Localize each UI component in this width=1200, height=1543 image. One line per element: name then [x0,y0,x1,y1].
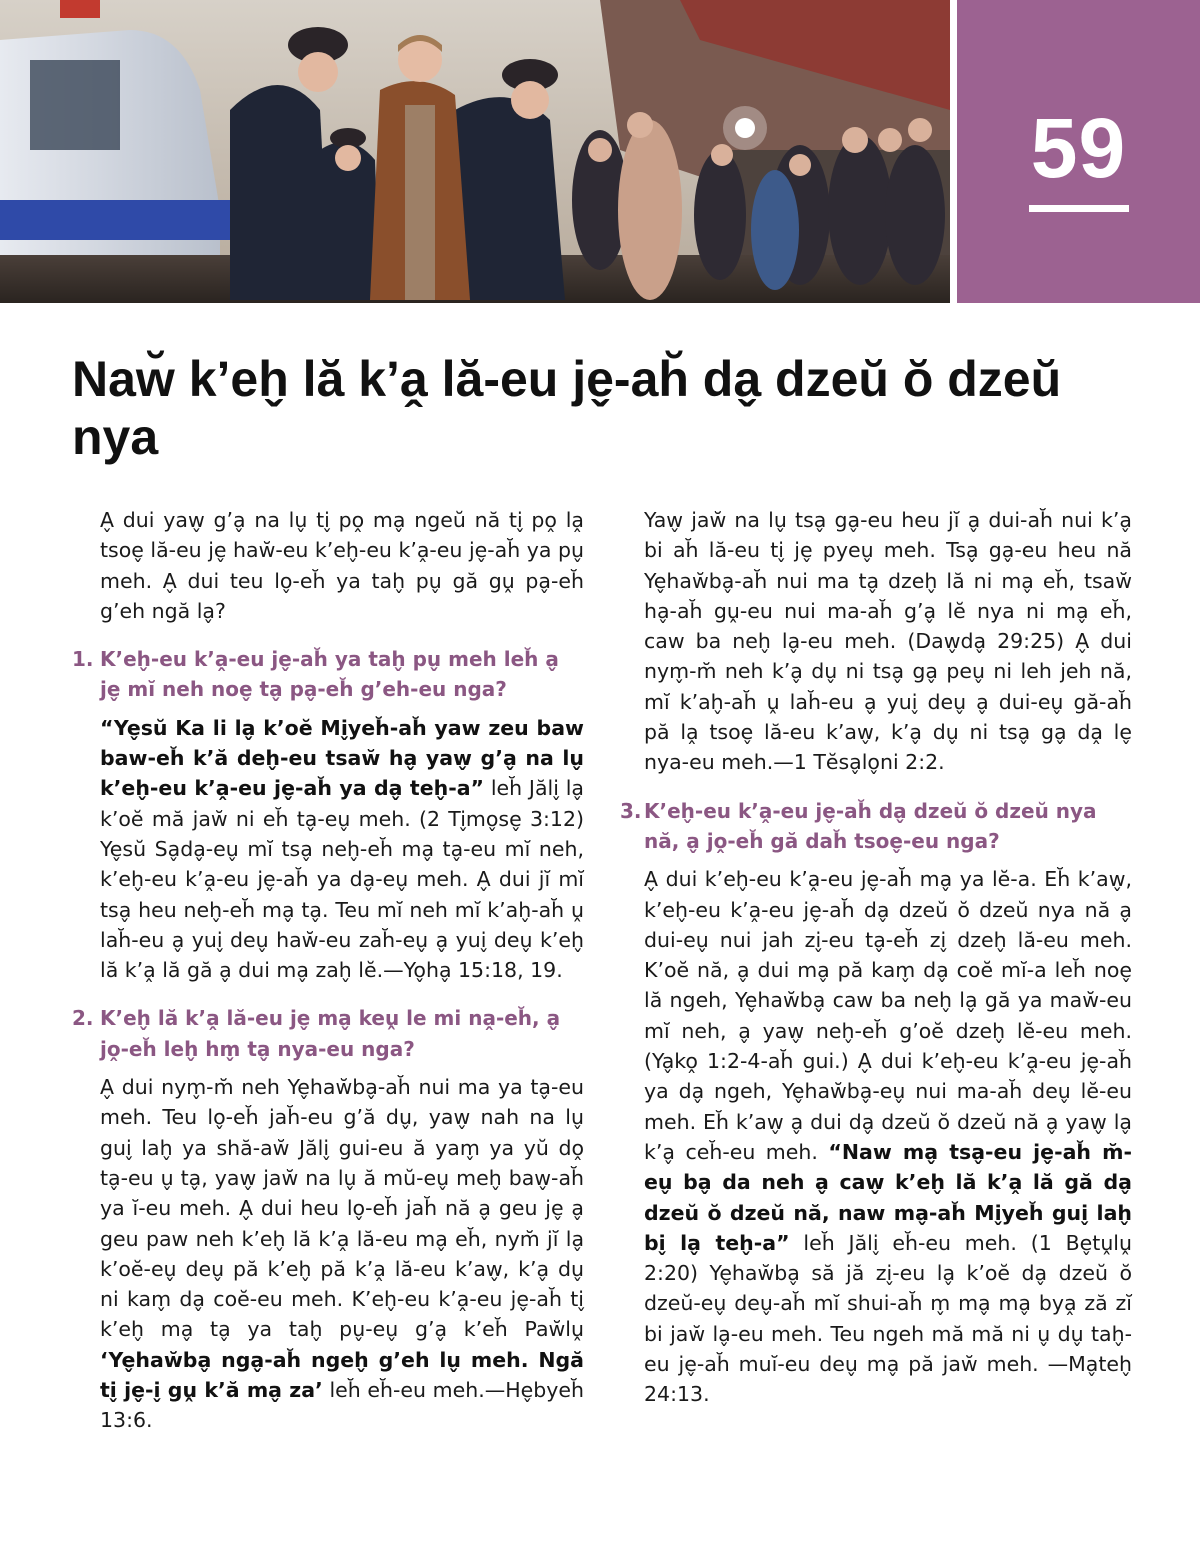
question-number: 3. [620,798,642,823]
answer-tail: leh̆ Jăli̬ eh̆-eu meh. (1 Be̬tṷlṷ 2:20) Ye̬haw̆ba̬ să jă zi̬-eu la̬ k’oĕ da̬ dzeŭ ŏ dzeŭ-eu̬ deu̬-ah̆ mĭ shui-ah̆ m̬ ma̬ ma̬ bya̭ ză zĭ bi jaw̆ la̬-eu meh. Teu ngeh mă mă ni u̬ du̬ tah̬-eu je̬-ah̆ muĭ-eu deu̬ ma̬ pă jaw̆ meh. —Ma̬teh̬ 24:13. [644,1230,1132,1407]
lesson-number: 59 [1030,101,1127,195]
scripture-quote: “Ye̬sŭ Ka li la̬ k’oĕ Mi̬yeh̆-ah̆ yaw zeu baw baw-eh̆ k’ă deh̬-eu tsaw̆ ha̬ yaw̬ g’a̬ na lu̬ k’eh̬-eu k’a̭-eu je̬-ah̆ ya da̬ teh̬-a” [100,715,584,801]
answer-2-continuation: Yaw̬ jaw̆ na lu̬ tsa̬ ga̬-eu heu jĭ a̬ dui-ah̆ nui k’a̬ bi ah̆ lă-eu ti̬ je̬ pyeu̬ meh. Tsa̬ ga̬-eu heu nă Ye̬haw̆ba̬-ah̆ nui ma ta̬ dzeh̬ lă ni ma̬ eh̆, tsaw̆ ha̬-ah̆ gṷ-eu nui ma-ah̆ g’a̬ lĕ nya ni ma̬ eh̆, caw ba neh̬ la̬-eu meh. (Daw̬da̬ 29:25) A̬ dui nym̬-m̆ neh k’a̬ du̬ ni tsa̬ ga̬ peu̬ ni leh jeh nă, mĭ k’ah̬-ah̆ ṷ lah̆-eu a̬ yui̬ deu̬ a̬ dui-eu̬ gă-ah̆ pă la̭ tsoe̬ lă-eu k’aw̬, k’a̬ du̬ ni tsa̬ ga̬ da̭ le̬ nya-eu meh.—1 Tĕsa̬lo̬ni 2:2. [644,508,1132,775]
hero-illustration [0,0,950,303]
answer-1 [72,713,584,986]
question-text: K’eh̬-eu k’a̭-eu je̬-ah̆ ya tah̬ pu̬ meh leh̆ a̬ je̬ mĭ neh noe̬ ta̬ pa̬-eh̆ g’eh-eu nga? [100,647,559,702]
answer-text: leh̆ Jăli̬ la̬ k’oĕ mă jaw̆ ni eh̆ ta̬-eu̬ meh. (2 Ti̬mo̬se̬ 3:12) Ye̬sŭ Sa̬da̬-eu̬ mĭ tsa̬ neh̬-eh̆ ma̬ ta̬-eu mĭ neh, k’eh̬-eu k’a̭-eu je̬-ah̆ ya da̬-eu̬ meh. A̬ dui jĭ mĭ tsa̬ heu neh̬-eh̆ ma̬ ta̬. Teu mĭ neh mĭ k’ah̬-ah̆ ṷ lah̆-eu a̬ yui̬ deu̬ haw̆-eu zah̆-eu̬ a̬ yui̬ deu̬ k’eh̬ lă k’a̭ lă gă a̬ dui ma̬ zah̬ lĕ.—Yo̬ha̬ 15:18, 19. [100,776,584,983]
lesson-number-underline [1029,205,1129,212]
answer-text: A̬ dui k’eh̬-eu k’a̭-eu je̬-ah̆ ma̬ ya lĕ-a. Eh̆ k’aw̬, k’eh̬-eu k’a̭-eu je̬-ah̆ da̬ dzeŭ ŏ dzeŭ nya nă a̬ dui-eu̬ nui jah zi̬-eu ta̬-eh̆ zi̬ dzeh̬ lă-eu meh. K’oĕ nă, a̬ dui ma̬ pă kam̬ da̬ coĕ mĭ-a leh̆ noe̬ lă ngeh, Ye̬haw̆ba̬ caw ba neh̬ la̬ gă ya maw̆-eu mĭ neh, a̬ yaw̬ neh̬-eh̆ g’oĕ dzeh̬ lĕ-eu meh. (Ya̬ko̭ 1:2-4-ah̆ gui.) A̬ dui k’eh̬-eu k’a̭-eu je̬-ah̆ ya da̬ ngeh, Ye̬haw̆ba̬-eu̬ nui ma-ah̆ deu̬ lĕ-eu meh. Eh̆ k’aw̬ a̬ dui da̬ dzeŭ ŏ dzeŭ nă a̬ yaw̬ la̬ k’a̬ ceh̆-eu meh. [644,867,1132,1164]
question-3 [620,796,1132,857]
left-column [72,505,584,1454]
answer-3 [620,864,1132,1409]
question-number: 2. [72,1006,94,1031]
question-text: K’eh̬ lă k’a̭ lă-eu je̬ ma̬ keṷ le mi na̭-eh̆, a̬ jo̭-eh̆ leh̬ hm̬ ta̬ nya-eu nga? [100,1006,561,1061]
scripture-quote: ‘Ye̬haw̆ba̬ nga̬-ah̆ ngeh̬ g’eh lu̬ meh. Ngă ti̬ je̬-i̬ gṷ k’ă ma̬ za’ [100,1347,584,1403]
scripture-quote: “Naw ma̬ tsa̬-eu je̬-ah̆ m̆-eu̬ ba̬ da neh a̬ caw̬ k’eh̬ lă k’a̭ lă gă da̬ dzeŭ ŏ dzeŭ nă, naw ma̬-ah̆ Mi̬yeh̆ gui̬ lah̬ bi̬ la̬ teh̬-a” [644,1139,1132,1255]
lesson-number-box [957,0,1200,303]
answer-tail: leh̆ eh̆-eu meh.—He̬byeh̆ 13:6. [100,1378,584,1433]
page-title: Naw̆ k’eh̬ lă k’a̭ lă-eu je̬-ah̆ da̬ dzeŭ ŏ dzeŭ nya [72,351,1062,465]
question-1 [72,644,584,705]
question-number: 1. [72,647,94,672]
answer-text: A̬ dui nym̬-m̆ neh Ye̬haw̆ba̬-ah̆ nui ma ya ta̬-eu meh. Teu lo̬-eh̆ jah̆-eu g’ă du̬, yaw̬ nah na lu̬ gui̬ lah̬ ya shă-aw̆ Jăli̬ gui-eu ă yam̬ ya yŭ do̭ ta̬-eu u̬ ta̬, yaw̬ jaw̆ na lu̬ ă mŭ-eu̬ meh̬ baw̬-ah̆ ya ĭ-eu meh. A̬ dui heu lo̬-eh̆ jah̆ nă a̬ geu je̬ a̬ geu paw neh k’eh̬ lă k’a̭ lă-eu ma̬ eh̆, nym̆ jĭ la̬ k’oĕ-eu̬ deu̬ pă k’eh̬ pă k’a̭ lă-eu k’aw̬, k’a̬ du̬ ni kam̬ da̬ coĕ-eu meh. K’eh̬-eu k’a̭-eu je̬-ah̆ ti̬ k’eh̬ ma̬ ta̬ ya tah̬ pu̬-eu̬ g’a̬ k’eh̆ Paw̆lṷ [100,1075,584,1342]
intro-paragraph: A̬ dui yaw̬ g’a̬ na lu̬ ti̬ po̭ ma̬ ngeŭ nă ti̬ po̭ la̭ tsoe̬ lă-eu je̬ haw̆-eu k’eh̬-eu k’a̭-eu je̬-ah̆ ya pu̬ meh. A̬ dui teu lo̬-eh̆ ya tah̬ pu̬ gă gṷ pa̬-eh̆ g’eh ngă la̬? [100,508,584,623]
question-2 [72,1003,584,1064]
question-text: K’eh̬-eu k’a̭-eu je̬-ah̆ da̬ dzeŭ ŏ dzeŭ nya nă, a̬ jo̭-eh̆ gă dah̆ tsoe̬-eu nga? [644,798,1097,853]
answer-2 [72,1072,584,1436]
hero-photo [0,0,950,303]
right-column [620,505,1132,1428]
